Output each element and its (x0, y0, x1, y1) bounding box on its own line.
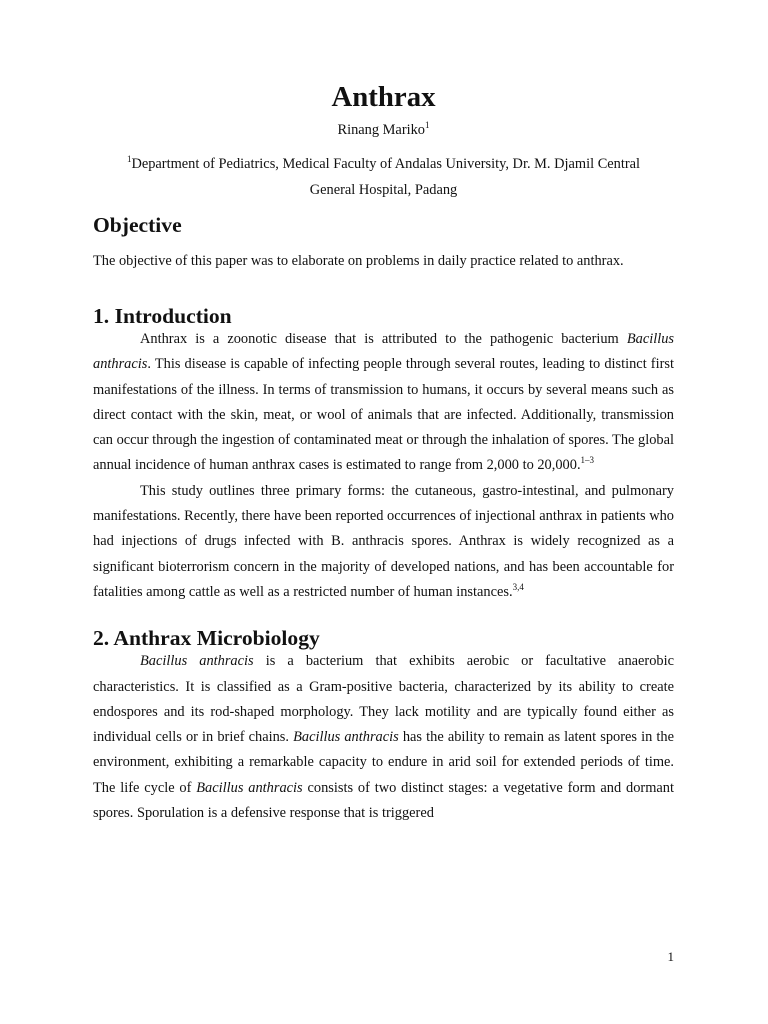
intro-p2-text: This study outlines three primary forms: the cutaneous, gastro-intestinal, and pulmonary manifestations. Recently, there have been reported occurrences of injectional anthrax in patients who had injections of drugs infected with B. anthracis spores. Anthrax is widely recognized as a significant bioterrorism concern in the majority of developed nations, and has been accountable for fatalities among cattle as well as a restricted number of human instances. (93, 482, 674, 600)
objective-text: The objective of this paper was to elaborate on problems in daily practice related to anthrax. (93, 253, 624, 269)
paper-title: Anthrax (331, 81, 436, 113)
intro-p1-species: Bacillus anthracis (93, 331, 674, 373)
micro-species-2: Bacillus anthracis (293, 729, 399, 746)
page-number: 1 (667, 949, 674, 964)
micro-text-2: has the ability to remain as latent spores in the environment, exhibiting a remarkable capacity to endure in arid soil for extended periods of time. The life cycle of (93, 729, 674, 796)
introduction-heading: 1. Introduction (93, 304, 232, 328)
citation-ref: 1–3 (580, 455, 595, 466)
introduction-paragraph-2 (93, 479, 674, 605)
micro-text-3: consists of two distinct stages: a vegetative form and dormant spores. Sporulation is a defensive response that is triggered (93, 779, 674, 822)
objective-heading: Objective (93, 213, 182, 237)
microbiology-heading: 2. Anthrax Microbiology (93, 626, 320, 651)
affiliation-line-2: General Hospital, Padang (309, 182, 458, 198)
micro-text-1: is a bacterium that exhibits aerobic or facultative anaerobic characteristics. It is classified as a Gram-positive bacteria, characterized by its ability to create endospores and its rod-shaped morphology. They lack motility and are typically found either as individual cells or in brief chains. (93, 653, 674, 746)
microbiology-paragraph-1 (93, 649, 674, 826)
micro-species-3: Bacillus anthracis (196, 779, 303, 796)
affiliation-line-1: Department of Pediatrics, Medical Faculty of Andalas University, Dr. M. Djamil Central (131, 156, 641, 172)
intro-p1-text-b: . This disease is capable of infecting people through several routes, leading to distinct first manifestations of the illness. In terms of transmission to humans, it occurs by several means such as direct contact with the skin, meat, or wool of animals that are infected. Additionally, transmission can occur through the ingestion of contaminated meat or through the inhalation of spores. The global annual incidence of human anthrax cases is estimated to range from 2,000 to 20,000. (93, 356, 674, 474)
author-affiliation-marker: 1 (425, 120, 430, 131)
page-content (93, 81, 674, 826)
author-line (93, 119, 674, 141)
affiliation (93, 151, 674, 203)
author-name: Rinang Mariko (337, 122, 426, 138)
micro-species-1: Bacillus anthracis (140, 653, 254, 670)
intro-p1-text-a: Anthrax is a zoonotic disease that is attributed to the pathogenic bacterium (140, 331, 627, 347)
citation-ref: 3,4 (512, 582, 524, 593)
affiliation-marker: 1 (126, 154, 132, 165)
introduction-paragraph-1 (93, 327, 674, 479)
